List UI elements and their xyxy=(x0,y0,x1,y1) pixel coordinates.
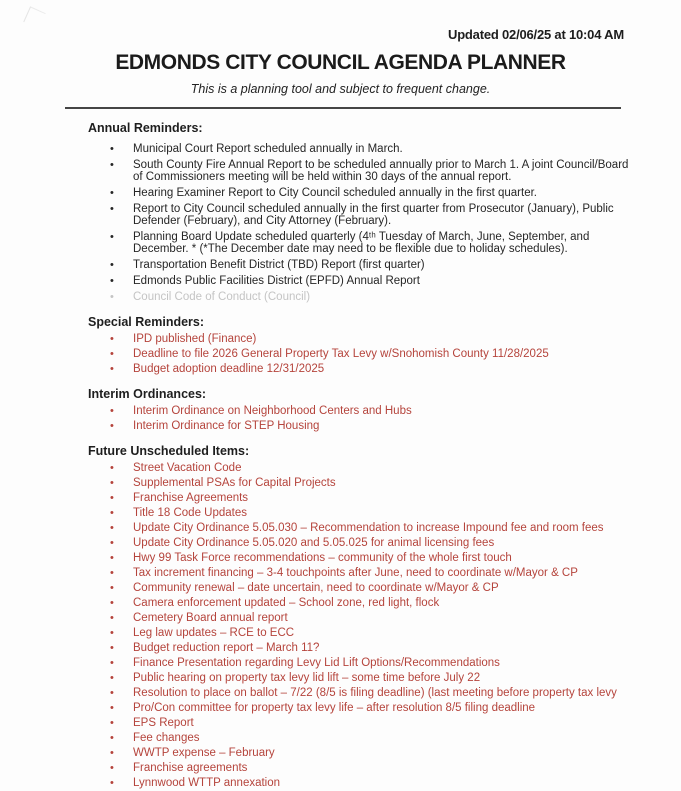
bullet-icon: • xyxy=(110,231,114,243)
scan-artifact xyxy=(23,6,45,28)
agenda-item xyxy=(110,187,633,199)
agenda-item-text: EPS Report xyxy=(133,717,194,729)
page-subtitle: This is a planning tool and subject to frequent change. xyxy=(190,82,491,96)
agenda-item xyxy=(110,627,633,639)
section-heading: Special Reminders: xyxy=(88,315,205,329)
agenda-item xyxy=(110,777,633,789)
section-list xyxy=(88,333,633,375)
bullet-icon: • xyxy=(110,642,114,654)
bullet-icon: • xyxy=(110,348,114,360)
agenda-item xyxy=(110,203,633,227)
agenda-item-text: Public hearing on property tax levy lid lift – some time before July 22 xyxy=(133,672,481,684)
agenda-item xyxy=(110,612,633,624)
agenda-item-text: IPD published (Finance) xyxy=(133,333,257,345)
page-title: EDMONDS CITY COUNCIL AGENDA PLANNER xyxy=(115,51,566,74)
agenda-item xyxy=(110,477,633,489)
agenda-item xyxy=(110,159,633,183)
section-interim-ordinances xyxy=(88,387,633,432)
agenda-item-text: Supplemental PSAs for Capital Projects xyxy=(133,477,336,489)
agenda-item xyxy=(110,143,633,155)
bullet-icon: • xyxy=(110,159,114,171)
bullet-icon: • xyxy=(110,363,114,375)
agenda-item xyxy=(110,762,633,774)
bullet-icon: • xyxy=(110,747,114,759)
agenda-item-text: Community renewal – date uncertain, need to coordinate w/Mayor & CP xyxy=(133,582,499,594)
agenda-item xyxy=(110,275,633,287)
agenda-item xyxy=(110,597,633,609)
agenda-item-text: Council Code of Conduct (Council) xyxy=(133,291,311,303)
bullet-icon: • xyxy=(110,567,114,579)
bullet-icon: • xyxy=(110,627,114,639)
agenda-item-text: Fee changes xyxy=(133,732,200,744)
bullet-icon: • xyxy=(110,291,114,303)
agenda-item xyxy=(110,420,633,432)
bullet-icon: • xyxy=(110,762,114,774)
agenda-item-text: Finance Presentation regarding Levy Lid Lift Options/Recommendations xyxy=(133,657,500,669)
agenda-item xyxy=(110,348,633,360)
agenda-item xyxy=(110,405,633,417)
agenda-item xyxy=(110,732,633,744)
bullet-icon: • xyxy=(110,420,114,432)
agenda-item-text: Hwy 99 Task Force recommendations – community of the whole first touch xyxy=(133,552,512,564)
section-heading: Annual Reminders: xyxy=(88,121,203,135)
agenda-item xyxy=(110,537,633,549)
section-heading: Future Unscheduled Items: xyxy=(88,444,250,458)
bullet-icon: • xyxy=(110,143,114,155)
bullet-icon: • xyxy=(110,275,114,287)
bullet-icon: • xyxy=(110,462,114,474)
agenda-item-text: South County Fire Annual Report to be scheduled annually prior to March 1. A joint Council/Board of Commissioners meeting will be held within 30 days of the annual report. xyxy=(133,159,629,183)
agenda-item xyxy=(110,657,633,669)
agenda-item-text: Lynnwood WTTP annexation xyxy=(133,777,281,789)
agenda-item-text: Hearing Examiner Report to City Council scheduled annually in the first quarter. xyxy=(133,187,537,199)
bullet-icon: • xyxy=(110,702,114,714)
bullet-icon: • xyxy=(110,522,114,534)
agenda-item-text: Resolution to place on ballot – 7/22 (8/5 is filing deadline) (last meeting before property tax levy xyxy=(133,687,617,699)
agenda-item xyxy=(110,552,633,564)
section-list xyxy=(88,462,633,789)
section-list xyxy=(88,143,633,303)
agenda-item xyxy=(110,291,633,303)
agenda-item-text: Cemetery Board annual report xyxy=(133,612,288,624)
agenda-item-text: Pro/Con committee for property tax levy life – after resolution 8/5 filing deadline xyxy=(133,702,536,714)
agenda-item-text: Transportation Benefit District (TBD) Report (first quarter) xyxy=(133,259,425,271)
bullet-icon: • xyxy=(110,507,114,519)
updated-timestamp: Updated 02/06/25 at 10:04 AM xyxy=(448,27,624,42)
sections-container xyxy=(88,121,633,791)
agenda-item xyxy=(110,717,633,729)
agenda-item-text: Municipal Court Report scheduled annually in March. xyxy=(133,143,403,155)
bullet-icon: • xyxy=(110,732,114,744)
header-divider xyxy=(65,107,621,109)
bullet-icon: • xyxy=(110,537,114,549)
agenda-item xyxy=(110,231,633,255)
bullet-icon: • xyxy=(110,187,114,199)
bullet-icon: • xyxy=(110,777,114,789)
section-annual-reminders xyxy=(88,121,633,303)
bullet-icon: • xyxy=(110,333,114,345)
agenda-item-text: Budget reduction report – March 11? xyxy=(133,642,320,654)
agenda-item xyxy=(110,363,633,375)
agenda-item-text: Street Vacation Code xyxy=(133,462,242,474)
section-special-reminders xyxy=(88,315,633,375)
section-future-unscheduled-items xyxy=(88,444,633,789)
agenda-item xyxy=(110,747,633,759)
agenda-item-text: Title 18 Code Updates xyxy=(133,507,248,519)
bullet-icon: • xyxy=(110,492,114,504)
bullet-icon: • xyxy=(110,597,114,609)
agenda-item-text: Interim Ordinance for STEP Housing xyxy=(133,420,320,432)
agenda-item xyxy=(110,582,633,594)
agenda-item xyxy=(110,687,633,699)
agenda-item-text: Interim Ordinance on Neighborhood Centers and Hubs xyxy=(133,405,412,417)
bullet-icon: • xyxy=(110,582,114,594)
agenda-item xyxy=(110,642,633,654)
agenda-item-text: Deadline to file 2026 General Property Tax Levy w/Snohomish County 11/28/2025 xyxy=(133,348,549,360)
agenda-item-text: Tax increment financing – 3-4 touchpoints after June, need to coordinate w/Mayor & CP xyxy=(133,567,578,579)
agenda-item-text: Franchise agreements xyxy=(133,762,248,774)
agenda-item-text: Update City Ordinance 5.05.030 – Recommendation to increase Impound fee and room fees xyxy=(133,522,604,534)
agenda-item xyxy=(110,702,633,714)
agenda-item xyxy=(110,333,633,345)
bullet-icon: • xyxy=(110,552,114,564)
bullet-icon: • xyxy=(110,259,114,271)
bullet-icon: • xyxy=(110,687,114,699)
agenda-item xyxy=(110,492,633,504)
bullet-icon: • xyxy=(110,405,114,417)
agenda-item xyxy=(110,507,633,519)
section-list xyxy=(88,405,633,432)
agenda-item-text: Edmonds Public Facilities District (EPFD) Annual Report xyxy=(133,275,420,287)
agenda-item-text: Budget adoption deadline 12/31/2025 xyxy=(133,363,325,375)
agenda-item xyxy=(110,567,633,579)
agenda-item-text: Camera enforcement updated – School zone, red light, flock xyxy=(133,597,440,609)
bullet-icon: • xyxy=(110,612,114,624)
agenda-item-text: Leg law updates – RCE to ECC xyxy=(133,627,295,639)
agenda-item xyxy=(110,672,633,684)
agenda-item-text: Planning Board Update scheduled quarterly (4ᵗʰ Tuesday of March, June, September, and December. * (*The December date may need to be flexible due to holiday schedules). xyxy=(133,231,590,255)
agenda-item-text: Update City Ordinance 5.05.020 and 5.05.025 for animal licensing fees xyxy=(133,537,495,549)
bullet-icon: • xyxy=(110,717,114,729)
bullet-icon: • xyxy=(110,657,114,669)
section-heading: Interim Ordinances: xyxy=(88,387,207,401)
bullet-icon: • xyxy=(110,203,114,215)
bullet-icon: • xyxy=(110,672,114,684)
agenda-item xyxy=(110,259,633,271)
agenda-item xyxy=(110,462,633,474)
agenda-item xyxy=(110,522,633,534)
agenda-item-text: WWTP expense – February xyxy=(133,747,275,759)
agenda-item-text: Report to City Council scheduled annually in the first quarter from Prosecutor (January), Public Defender (February), and City Attorney (February). xyxy=(133,203,614,227)
agenda-item-text: Franchise Agreements xyxy=(133,492,249,504)
bullet-icon: • xyxy=(110,477,114,489)
